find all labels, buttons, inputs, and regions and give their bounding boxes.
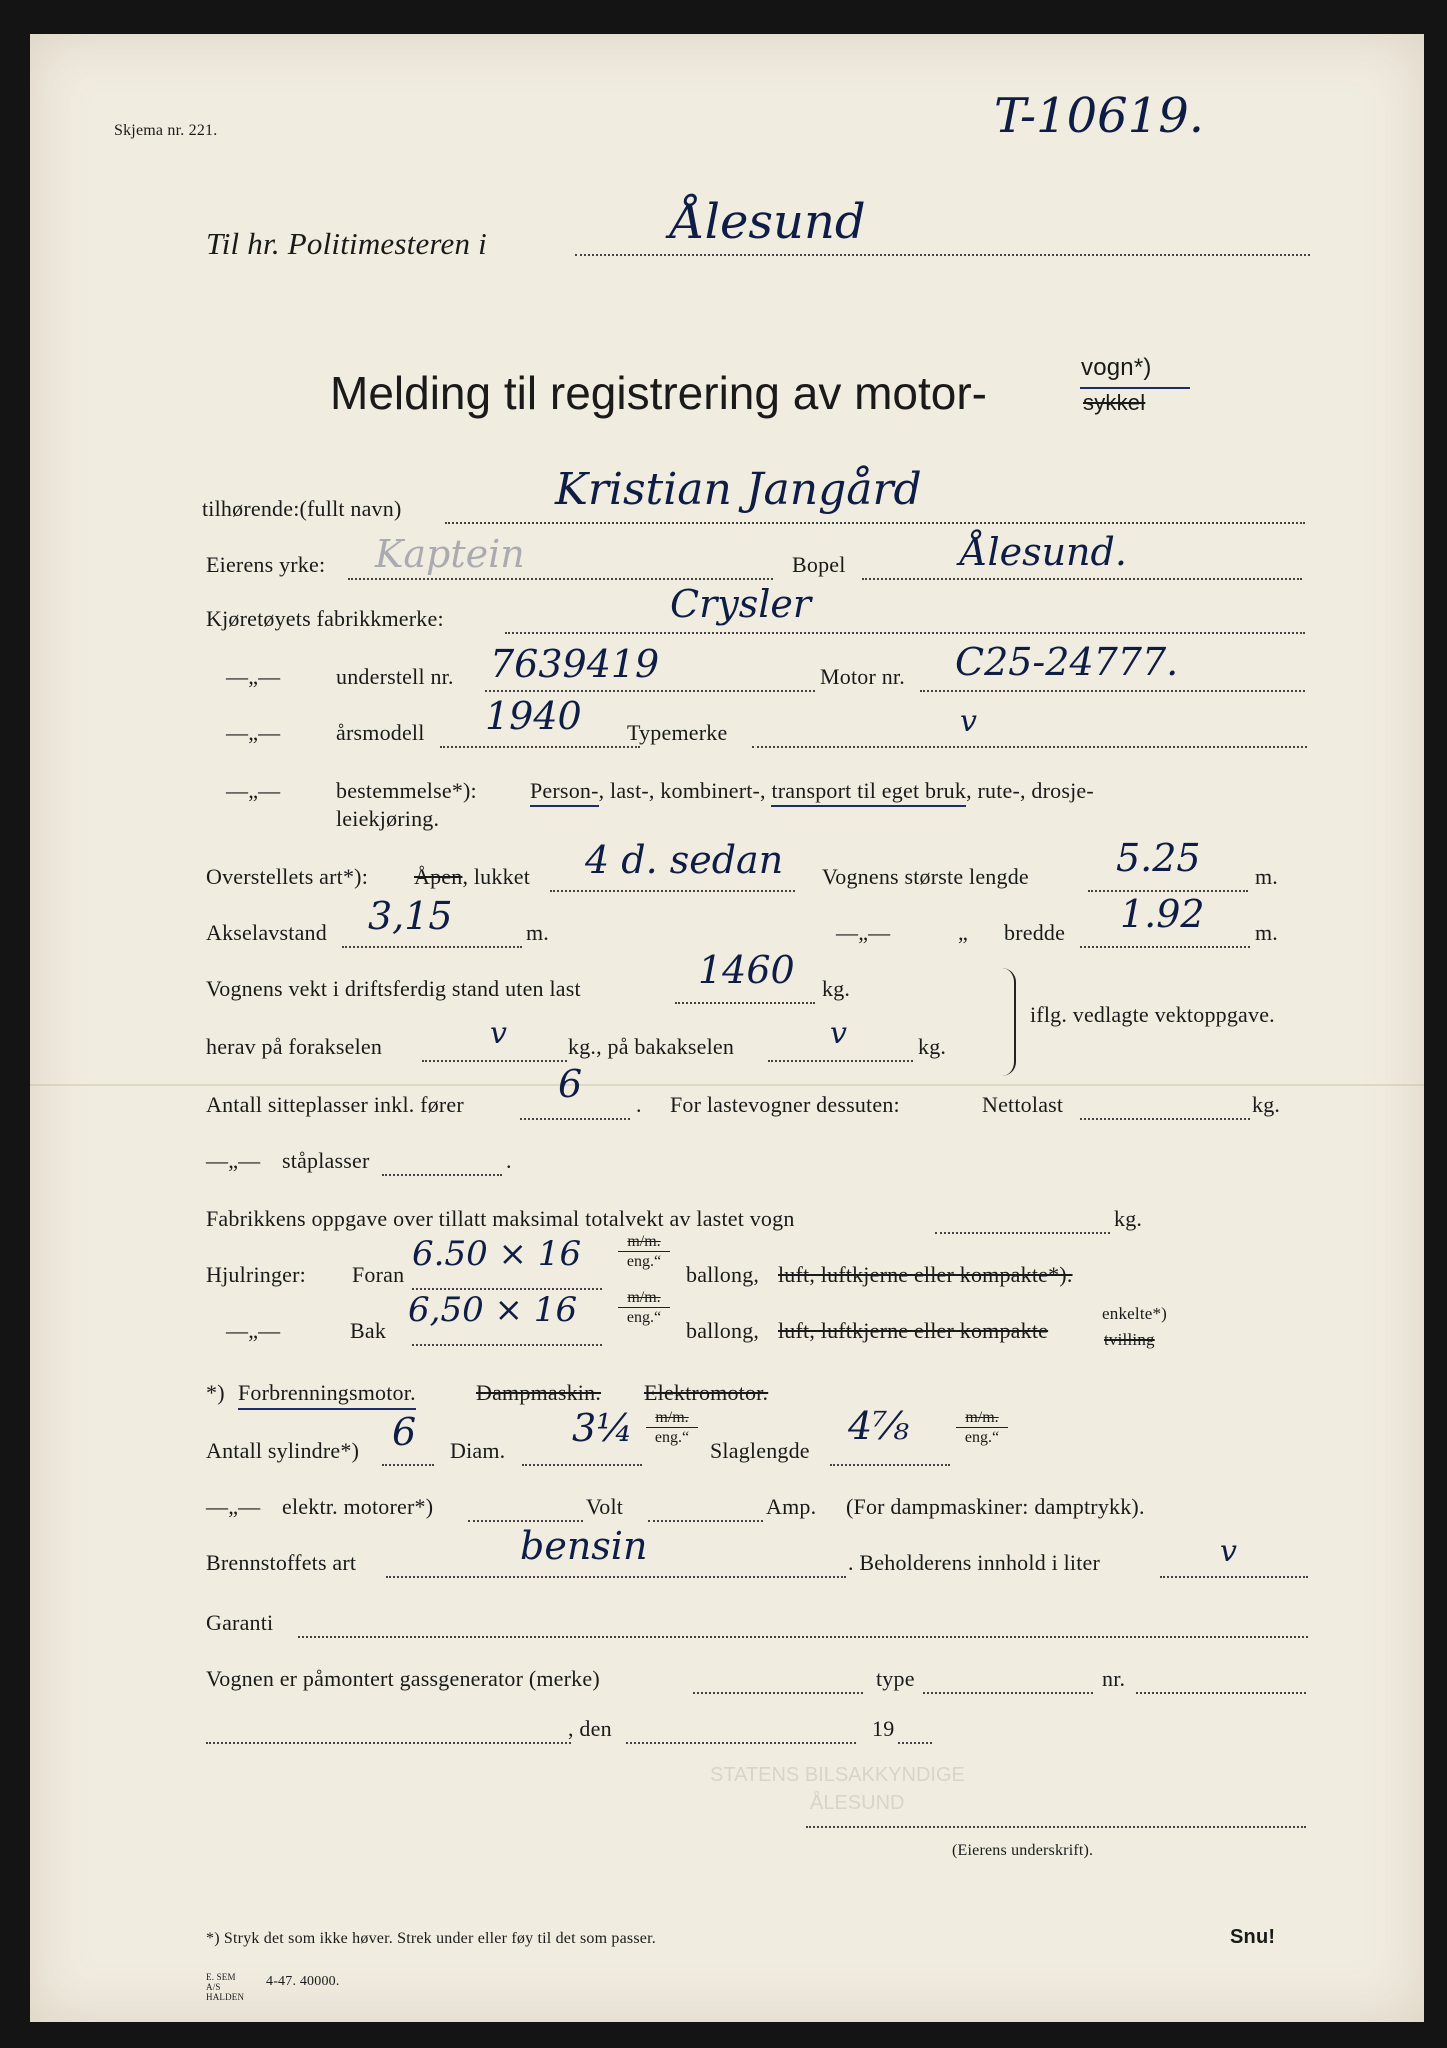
single-option: enkelte*): [1102, 1304, 1168, 1323]
occupation-value: Kaptein: [375, 532, 525, 576]
seats-label: Antall sitteplasser inkl. fører: [206, 1092, 464, 1117]
balloon-label: ballong,: [686, 1262, 760, 1287]
standing-label: ståplasser: [282, 1148, 370, 1173]
body-options: Åpen, lukket: [414, 864, 531, 889]
unit-kg: kg.: [1114, 1206, 1143, 1231]
rear-axle-value: v: [830, 1016, 847, 1051]
length-value: 5.25: [1116, 836, 1201, 880]
wheelbase-label: Akselavstand: [206, 920, 327, 945]
body-label: Overstellets art*):: [206, 864, 369, 889]
tank-label: . Beholderens innhold i liter: [848, 1550, 1101, 1575]
ditto-mark: —„—: [226, 1318, 281, 1343]
engine-note: *): [206, 1380, 225, 1405]
chassis-value: 7639419: [490, 642, 660, 686]
weight-bracket: [1002, 968, 1016, 1076]
ditto-mark: —„—: [226, 778, 281, 803]
tank-value: v: [1220, 1534, 1237, 1569]
faint-stamp: ÅLESUND: [810, 1792, 905, 1814]
weight-note: iflg. vedlagte vektoppgave.: [1030, 1002, 1275, 1027]
netload-label: Nettolast: [982, 1092, 1064, 1117]
addressee-label: Til hr. Politimesteren i: [206, 226, 487, 261]
rear-tire-value: 6,50 × 16: [408, 1290, 578, 1330]
guarantee-label: Garanti: [206, 1610, 274, 1635]
gasgen-nr-label: nr.: [1102, 1666, 1126, 1691]
front-tire-types: luft, luftkjerne eller kompakte*).: [778, 1262, 1073, 1287]
diam-value: 3¼: [572, 1406, 634, 1450]
unit-m: m.: [1255, 920, 1279, 945]
front-axle-label: herav på forakselen: [206, 1034, 383, 1059]
rear-axle-label: kg., på bakakselen: [568, 1034, 735, 1059]
engine-combustion: Forbrenningsmotor.: [238, 1380, 416, 1410]
type-label: Typemerke: [627, 720, 728, 745]
electric-label: elektr. motorer*): [282, 1494, 434, 1519]
faint-stamp: STATENS BILSAKKYNDIGE: [710, 1764, 965, 1786]
print-info: 4-47. 40000.: [266, 1974, 340, 1989]
weight-label: Vognens vekt i driftsferdig stand uten last: [206, 976, 581, 1001]
tires-label: Hjulringer:: [206, 1262, 306, 1287]
owner-label: tilhørende:(fullt navn): [202, 496, 402, 521]
motor-label: Motor nr.: [820, 664, 905, 689]
stroke-label: Slaglengde: [710, 1438, 810, 1463]
make-value: Crysler: [670, 582, 812, 626]
gasgen-type-label: type: [876, 1666, 915, 1691]
rear-tire-unit: m/m. eng.“: [618, 1288, 670, 1327]
stroke-unit: m/m. eng.“: [956, 1408, 1008, 1447]
front-tire-unit: m/m. eng.“: [618, 1232, 670, 1271]
motor-value: C25-24777.: [955, 640, 1179, 684]
purpose-person: Person-: [530, 778, 599, 807]
signature-line: [806, 1826, 1306, 1828]
balloon-label: ballong,: [686, 1318, 760, 1343]
title-option-sykkel: sykkel: [1083, 390, 1146, 415]
diam-unit: m/m. eng.“: [646, 1408, 698, 1447]
fuel-label: Brennstoffets art: [206, 1550, 357, 1575]
registration-number: T-10619.: [994, 88, 1204, 144]
twin-option: tvilling: [1104, 1330, 1155, 1349]
title-option-vogn: vogn*): [1081, 354, 1152, 381]
width-label: bredde: [1004, 920, 1066, 945]
steam-note: (For dampmaskiner: damptrykk).: [846, 1494, 1145, 1519]
front-tire-value: 6.50 × 16: [412, 1234, 582, 1274]
footer-note: *) Stryk det som ikke høver. Strek under eller føy til det som passer.: [206, 1930, 656, 1947]
width-value: 1.92: [1120, 892, 1205, 936]
unit-kg: kg.: [822, 976, 851, 1001]
gasgen-label: Vognen er påmontert gassgenerator (merke): [206, 1666, 600, 1691]
form-sheet: Skjema nr. 221. T-10619. Til hr. Politimesteren i Ålesund Melding til registrering av motor- vogn*) sykkel tilhørende:(fullt navn) Kristian Jangård Eierens yrke: Kaptein Bopel Ålesund. Kjøretøyets fabrikkmerke: Crysler —„— understell nr. 7639419 Motor nr. C25-24777. —„— årsmodell 1940 Typemerke v —„— bestemmelse*): Person-, last-, kombinert-, transport til eget bruk, rute-, drosje- leiekjøring. Overstellets art*): Åpen, lukket 4 d. sedan Vognens største lengde 5.25 m. Akselavstand 3,15 m. —„— „ bredde 1.92 m. Vognens vekt i driftsferdig stand uten last 1460 kg. herav på forakselen v kg., på bakakselen v kg. iflg. vedlagte vektoppgave. Antall sitteplasser inkl. fører 6 . For lastevogner dessuten: Nettolast kg. —„— ståplasser . Fabrikkens oppgave over tillatt maksimal totalvekt av lastet vogn kg. Hjulringer: Foran 6.50 × 16 m/m. eng.“ ballong, luft, luftkjerne eller kompakte*). —„— Bak 6,50 × 16 m/m. eng.“ ballong, luft, luftkjerne eller kompakte enkelte*) tvilling *) Forbrenningsmotor. Dampmaskin. Elektromotor. Antall sylindre*) 6 Diam. 3¼ m/m. eng.“ Slaglengde 4⅞ m/m. eng.“ —„— elektr. motorer*) Volt Amp. (For dampmaskiner: damptrykk). Brennstoffets art bensin . Beholderens innhold i liter v Garanti Vognen er påmontert gassgenerator (merke) type nr. , den 19 STATENS BILSAKKYNDIGE ÅLESUND (Eierens underskrift). *) Stryk det som ikke høver. Strek under eller føy til det som passer. Snu! E. SEM A/S HALDEN 4-47. 40000.: [30, 34, 1424, 2022]
residence-label: Bopel: [792, 552, 846, 577]
stroke-value: 4⅞: [848, 1404, 910, 1448]
make-label: Kjøretøyets fabrikkmerke:: [206, 606, 444, 631]
purpose-line2: leiekjøring.: [336, 806, 440, 831]
front-axle-value: v: [490, 1016, 507, 1051]
rear-tire-types: luft, luftkjerne eller kompakte: [778, 1318, 1049, 1343]
fuel-value: bensin: [520, 1524, 648, 1568]
turn-over: Snu!: [1230, 1926, 1276, 1948]
maxweight-label: Fabrikkens oppgave over tillatt maksimal totalvekt av lastet vogn: [206, 1206, 795, 1231]
length-label: Vognens største lengde: [822, 864, 1029, 889]
unit-m: m.: [526, 920, 550, 945]
ditto-mark: —„—: [206, 1148, 261, 1173]
ditto-mark: —„—: [836, 920, 891, 945]
printer-name: E. SEM A/S HALDEN: [206, 1972, 245, 2002]
amp-label: Amp.: [766, 1494, 817, 1519]
cylinders-value: 6: [392, 1410, 417, 1454]
purpose-transport: transport til eget bruk: [771, 778, 966, 807]
purpose-label: bestemmelse*):: [336, 778, 477, 803]
seats-value: 6: [558, 1062, 583, 1106]
year-value: 1940: [485, 694, 582, 738]
unit-m: m.: [1255, 864, 1279, 889]
form-number: Skjema nr. 221.: [114, 122, 218, 139]
unit-kg: kg.: [1252, 1092, 1281, 1117]
diam-label: Diam.: [450, 1438, 506, 1463]
ditto-mark: —„—: [226, 720, 281, 745]
ditto-mark: —„—: [226, 664, 281, 689]
signature-label: (Eierens underskrift).: [952, 1842, 1094, 1859]
fold-line: [30, 1084, 1424, 1086]
owner-value: Kristian Jangård: [555, 464, 922, 515]
wheelbase-value: 3,15: [368, 894, 453, 938]
cylinders-label: Antall sylindre*): [206, 1438, 360, 1463]
form-title: Melding til registrering av motor-: [330, 367, 988, 419]
engine-steam: Dampmaskin.: [476, 1380, 602, 1405]
body-value: 4 d. sedan: [585, 838, 784, 882]
addressee-value: Ålesund: [670, 194, 866, 250]
engine-electric: Elektromotor.: [644, 1380, 769, 1405]
front-tire-label: Foran: [352, 1262, 405, 1287]
volt-label: Volt: [586, 1494, 624, 1519]
date-year: 19: [872, 1716, 895, 1741]
unit-kg: kg.: [918, 1034, 947, 1059]
chassis-label: understell nr.: [336, 664, 454, 689]
year-label: årsmodell: [336, 720, 425, 745]
ditto-mark: —„—: [206, 1494, 261, 1519]
cargo-label: For lastevogner dessuten:: [670, 1092, 900, 1117]
type-value: v: [960, 704, 977, 739]
occupation-label: Eierens yrke:: [206, 552, 326, 577]
rear-tire-label: Bak: [350, 1318, 387, 1343]
ditto-quote: „: [958, 920, 968, 945]
date-den: , den: [568, 1716, 612, 1741]
residence-value: Ålesund.: [960, 530, 1127, 574]
purpose-options: Person-, last-, kombinert-, transport til eget bruk, rute-, drosje-: [530, 778, 1094, 804]
weight-value: 1460: [698, 948, 795, 992]
